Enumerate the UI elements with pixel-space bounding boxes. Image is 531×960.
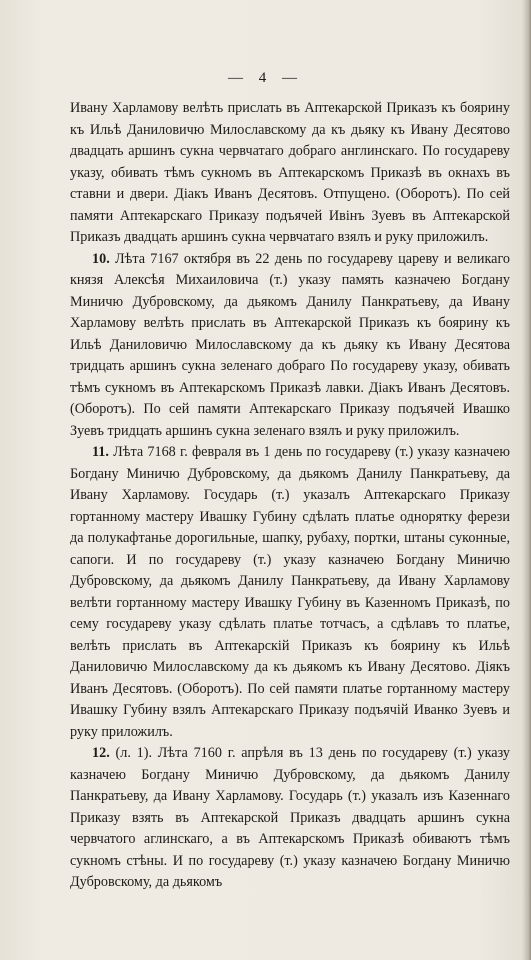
page-number: — 4 — [228,70,303,86]
paragraph-11 [70,442,510,743]
paragraph-12 [70,743,510,894]
paragraph-text: Лѣта 7167 октября въ 22 день по государеву цареву и великаго князя Алексѣя Михаиловича (т.) указу память казначею Богдану Миничю Дубровскому, да дьякомъ Данилу Панкратьеву, да Ивану Харламову велѣть прислать въ Аптекарской Приказъ къ боярину къ Ильѣ Даниловичю Милославскому да къ дьяку къ Ивану Десятова тридцать аршинъ сукна зеленаго добраго По государеву указу, обивать тѣмъ сукномъ въ Аптекарскомъ Приказѣ лавки. Діакъ Иванъ Десятовъ. (Оборотъ). По сей памяти Аптекарскаго Приказу подъячей Ивашко Зуевъ тридцать аршинъ сукна зеленаго взялъ и руку приложилъ. [70,250,511,439]
paragraph-text: Лѣта 7168 г. февраля въ 1 день по государеву (т.) указу казначею Богдану Миничю Дубровскому, да дьякомъ Данилу Панкратьеву, да Ивану Харламову. Государь (т.) указалъ Аптекарскаго Приказу гортанному мастеру Ивашку Губину сдѣлать платье однорятку ферези да полукафтанье дорогильные, шапку, рубаху, портки, штаны суконные, сапоги. И по государеву (т.) указу казначею Богдану Миничю Дубровскому, да дьякомъ Данилу Панкратьеву, да Ивану Харламову велѣти гортанному мастеру Ивашку Губину въ Казенномъ Приказѣ, по сему государеву указу сдѣлать платье тотчасъ, а сдѣлавъ то платье, велѣть прислать въ Аптекарскій Приказъ къ боярину къ Ильѣ Даниловичю Милославскому да къ дьякомъ къ Ивану Десятово. Діякъ Иванъ Десятовъ. (Оборотъ). По сей памяти платье гортанному мастеру Ивашку Губину взялъ Аптекарскаго Приказу подъячій Иванко Зуевъ и руку приложилъ. [70,444,510,740]
paragraph-10 [70,249,510,443]
paragraph-number: 10. [92,250,110,267]
page-body-text [70,98,510,894]
paragraph-continuation [70,98,510,249]
paragraph-number: 11. [92,444,109,460]
paragraph-number: 12. [92,745,110,761]
paragraph-text: Ивану Харламову велѣть прислать въ Аптекарской Приказъ къ боярину къ Ильѣ Даниловичю Милославскому да къ дьяку къ Ивану Десятово двадцать аршинъ сукна червчатаго добраго англинскаго. По государеву указу, обивать тѣмъ сукномъ въ Аптекарскомъ Приказѣ въ окнахъ въ ставни и двери. Діакъ Иванъ Десятовъ. Отпущено. (Оборотъ). По сей памяти Аптекарскаго Приказу подъячей Ивінъ Зуевъ въ Аптекарской Приказъ двадцать аршинъ сукна червчатаго взялъ и руку приложилъ. [70,100,510,245]
page-edge-shadow [522,0,531,960]
paragraph-text: (л. 1). Лѣта 7160 г. апрѣля въ 13 день по государеву (т.) указу казначею Богдану Миничю Дубровскому, да дьякомъ Данилу Панкратьеву, да Ивану Харламову. Государь (т.) указалъ изъ Казеннаго Приказу взять въ Аптекарской Приказъ двадцать аршинъ сукна червчатого аглинскаго, а въ Аптекарскомъ Приказѣ обиваютъ тѣмъ сукномъ стѣны. И по государеву (т.) указу казначею Богдану Миничю Дубровскому, да дьякомъ [70,745,510,890]
